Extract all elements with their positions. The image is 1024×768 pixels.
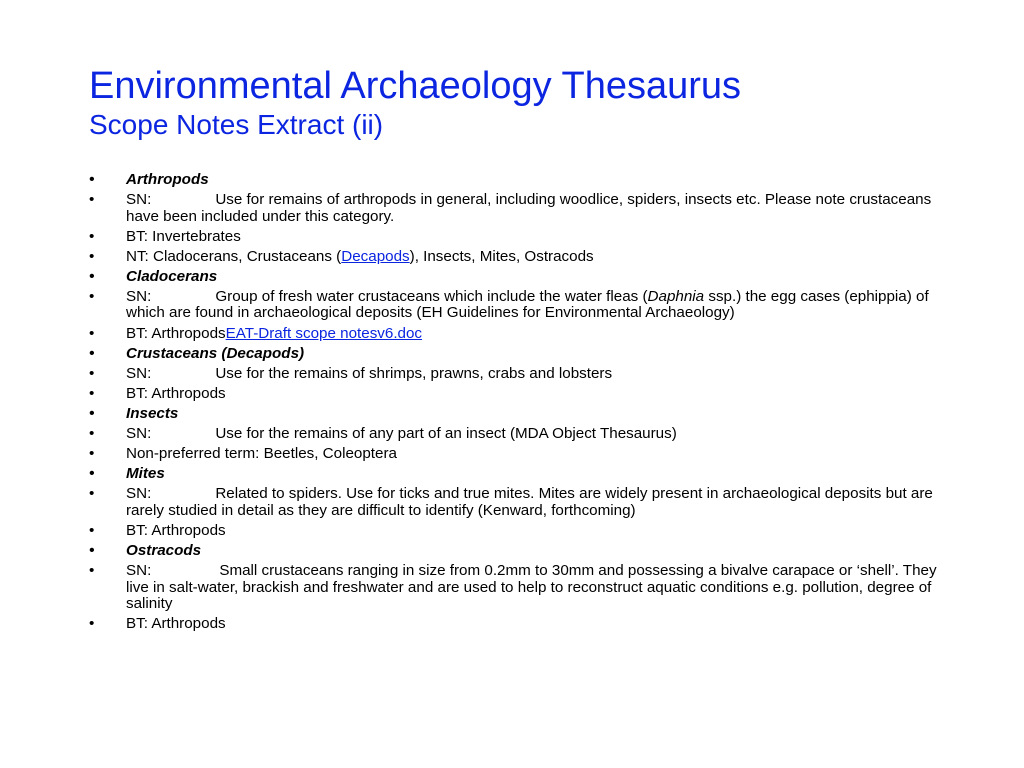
note-text: NT: Cladocerans, Crustaceans ( [126,247,342,265]
bullet-icon: • [89,384,95,402]
term-heading [89,543,949,560]
bullet-icon: • [89,445,95,463]
note-text: ssp.) the egg cases (ephippia) of which are found in archaeological deposits (EH Guidelines for Environmental Archaeology) [126,287,929,322]
bullet-icon: • [89,227,95,245]
bullet-icon: • [89,485,95,503]
note-text: Non-preferred term: Beetles, Coleoptera [126,445,397,463]
bullet-icon: • [89,324,95,342]
hyperlink[interactable]: Decapods [341,247,410,265]
bullet-icon: • [89,344,95,362]
scope-note-line [89,289,949,322]
bullet-icon: • [89,364,95,382]
bullet-icon: • [89,191,95,209]
term-heading [89,346,949,363]
scope-note-line [89,366,949,383]
scope-note-line [89,563,949,613]
note-text: SN: [126,191,152,209]
note-text: Use for the remains of shrimps, prawns, crabs and lobsters [215,364,613,382]
note-text: BT: Arthropods [126,521,226,539]
note-text: Use for the remains of any part of an insect (MDA Object Thesaurus) [215,425,677,443]
term-label: Ostracods [126,542,202,559]
term-label: Cladocerans [126,267,218,285]
term-heading [89,406,949,423]
bullet-list [89,172,949,636]
note-text: SN: [126,287,152,305]
term-heading [89,466,949,483]
term-heading [89,172,949,189]
term-label: Mites [126,465,165,483]
scope-note-line [89,486,949,519]
bullet-icon: • [89,465,95,483]
scope-note-line [89,192,949,225]
bullet-icon: • [89,521,95,539]
note-text: BT: Arthropods [126,324,226,342]
scope-note-line [89,229,949,246]
scope-note-line [89,616,949,633]
slide-title: Environmental Archaeology Thesaurus [89,65,742,107]
slide-subtitle: Scope Notes Extract (ii) [89,109,384,140]
scope-note-line [89,426,949,443]
note-text: Group of fresh water crustaceans which include the water fleas ( [215,287,648,305]
bullet-icon: • [89,615,95,633]
term-label: Insects [126,404,179,422]
note-text: Related to spiders. Use for ticks and true mites. Mites are widely present in archaeological deposits but are rarely studied in detail as they are difficult to identify (Kenward, forthcoming) [126,485,933,519]
note-text: BT: Invertebrates [126,227,241,245]
bullet-icon: • [89,247,95,265]
bullet-icon: • [89,287,95,305]
bullet-icon: • [89,542,95,559]
scope-note-line [89,326,949,343]
title-block [89,64,741,142]
term-label: Arthropods [126,171,209,188]
note-text: ), Insects, Mites, Ostracods [409,247,594,265]
italic-text: Daphnia [647,287,705,305]
note-text: SN: [126,425,152,443]
note-text: SN: [126,485,152,503]
bullet-icon: • [89,562,95,580]
bullet-icon: • [89,267,95,285]
bullet-icon: • [89,425,95,443]
note-text: SN: [126,562,152,580]
note-text: Use for remains of arthropods in general, including woodlice, spiders, insects etc. Please note crustaceans have been included under this category. [126,191,932,225]
note-text: BT: Arthropods [126,384,226,402]
note-text: Small crustaceans ranging in size from 0.2mm to 30mm and possessing a bivalve carapace or ‘shell’. They live in salt-water, brackish and freshwater and are used to help to reconstruct aquatic conditions e.g. pollution, degree of salinity [126,562,937,613]
note-text: BT: Arthropods [126,615,226,633]
term-heading [89,269,949,286]
bullet-icon: • [89,171,95,188]
term-label: Crustaceans (Decapods) [126,344,305,362]
scope-note-line [89,386,949,403]
scope-note-line [89,523,949,540]
scope-note-line [89,249,949,266]
scope-note-line [89,446,949,463]
hyperlink[interactable]: EAT-Draft scope notesv6.doc [225,324,423,342]
note-text: SN: [126,364,152,382]
bullet-icon: • [89,404,95,422]
